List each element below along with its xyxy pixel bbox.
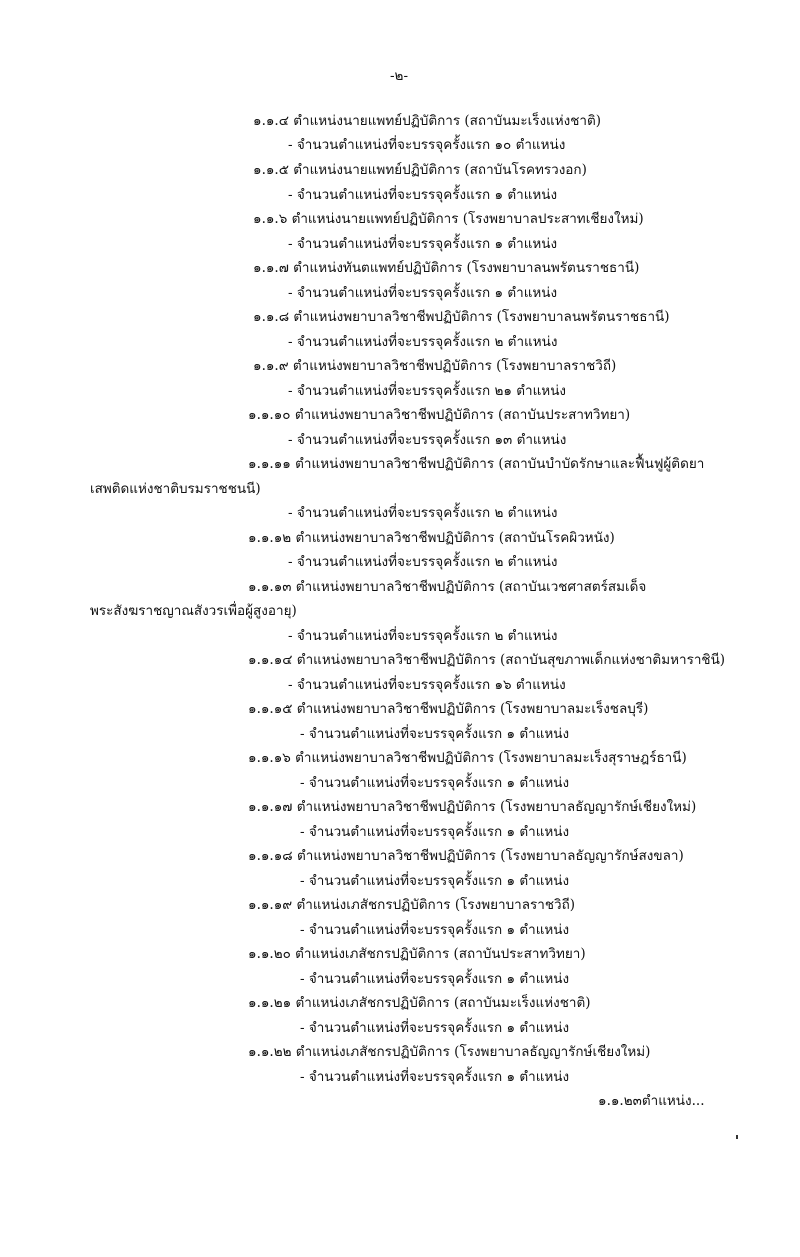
item-heading-continued: เสพติดแห่งชาติบรมราชชนนี)	[90, 481, 261, 497]
item-heading: ๑.๑.๑๗ ตำแหน่งพยาบาลวิชาชีพปฏิบัติการ (โรงพยาบาลธัญญารักษ์เชียงใหม่)	[248, 799, 697, 815]
item-heading: ๑.๑.๖ ตำแหน่งนายแพทย์ปฏิบัติการ (โรงพยาบาลประสาทเชียงใหม่)	[253, 211, 644, 227]
item-count: - จำนวนตำแหน่งที่จะบรรจุครั้งแรก ๑ ตำแหน่ง	[300, 1020, 570, 1036]
item-heading: ๑.๑.๘ ตำแหน่งพยาบาลวิชาชีพปฏิบัติการ (โรงพยาบาลนพรัตนราชธานี)	[253, 309, 670, 325]
item-heading: ๑.๑.๑๓ ตำแหน่งพยาบาลวิชาชีพปฏิบัติการ (สถาบันเวชศาสตร์สมเด็จ	[248, 579, 647, 595]
item-heading: ๑.๑.๗ ตำแหน่งทันตแพทย์ปฏิบัติการ (โรงพยาบาลนพรัตนราชธานี)	[253, 260, 640, 276]
item-heading: ๑.๑.๔ ตำแหน่งนายแพทย์ปฏิบัติการ (สถาบันมะเร็งแห่งชาติ)	[253, 113, 602, 129]
item-heading: ๑.๑.๑๐ ตำแหน่งพยาบาลวิชาชีพปฏิบัติการ (สถาบันประสาทวิทยา)	[248, 407, 631, 423]
item-count: - จำนวนตำแหน่งที่จะบรรจุครั้งแรก ๒ ตำแหน่ง	[288, 554, 558, 570]
item-heading: ๑.๑.๒๒ ตำแหน่งเภสัชกรปฏิบัติการ (โรงพยาบาลธัญญารักษ์เชียงใหม่)	[248, 1044, 651, 1060]
item-count: - จำนวนตำแหน่งที่จะบรรจุครั้งแรก ๑ ตำแหน่ง	[300, 922, 570, 938]
item-heading: ๑.๑.๒๐ ตำแหน่งเภสัชกรปฏิบัติการ (สถาบันประสาทวิทยา)	[248, 946, 586, 962]
item-heading: ๑.๑.๕ ตำแหน่งนายแพทย์ปฏิบัติการ (สถาบันโรคทรวงอก)	[253, 162, 587, 178]
item-count: - จำนวนตำแหน่งที่จะบรรจุครั้งแรก ๑ ตำแหน่ง	[288, 236, 558, 252]
item-count: - จำนวนตำแหน่งที่จะบรรจุครั้งแรก ๑๖ ตำแหน่ง	[288, 677, 566, 693]
scan-speck	[736, 1135, 738, 1139]
item-count: - จำนวนตำแหน่งที่จะบรรจุครั้งแรก ๑ ตำแหน่ง	[300, 824, 570, 840]
item-count: - จำนวนตำแหน่งที่จะบรรจุครั้งแรก ๑ ตำแหน่ง	[300, 873, 570, 889]
item-heading: ๑.๑.๑๙ ตำแหน่งเภสัชกรปฏิบัติการ (โรงพยาบาลราชวิถี)	[248, 897, 576, 913]
item-count: - จำนวนตำแหน่งที่จะบรรจุครั้งแรก ๑ ตำแหน่ง	[300, 971, 570, 987]
item-count: - จำนวนตำแหน่งที่จะบรรจุครั้งแรก ๑ ตำแหน่ง	[288, 285, 558, 301]
item-count: - จำนวนตำแหน่งที่จะบรรจุครั้งแรก ๑ ตำแหน่ง	[288, 187, 558, 203]
item-count: - จำนวนตำแหน่งที่จะบรรจุครั้งแรก ๑๐ ตำแหน่ง	[288, 137, 566, 153]
item-count: - จำนวนตำแหน่งที่จะบรรจุครั้งแรก ๑ ตำแหน่ง	[300, 1069, 570, 1085]
item-heading: ๑.๑.๑๒ ตำแหน่งพยาบาลวิชาชีพปฏิบัติการ (สถาบันโรคผิวหนัง)	[248, 530, 615, 546]
item-count: - จำนวนตำแหน่งที่จะบรรจุครั้งแรก ๒ ตำแหน่ง	[288, 505, 558, 521]
item-heading: ๑.๑.๑๑ ตำแหน่งพยาบาลวิชาชีพปฏิบัติการ (สถาบันบำบัดรักษาและฟื้นฟูผู้ติดยา	[248, 456, 705, 472]
item-heading: ๑.๑.๑๖ ตำแหน่งพยาบาลวิชาชีพปฏิบัติการ (โรงพยาบาลมะเร็งสุราษฎร์ธานี)	[248, 750, 687, 766]
continuation-text: ๑.๑.๒๓ตำแหน่ง...	[598, 1093, 705, 1109]
item-heading: ๑.๑.๑๕ ตำแหน่งพยาบาลวิชาชีพปฏิบัติการ (โรงพยาบาลมะเร็งชลบุรี)	[248, 701, 649, 717]
item-count: - จำนวนตำแหน่งที่จะบรรจุครั้งแรก ๑ ตำแหน่ง	[300, 726, 570, 742]
page-number: -๒-	[390, 68, 409, 84]
item-heading: ๑.๑.๑๔ ตำแหน่งพยาบาลวิชาชีพปฏิบัติการ (สถาบันสุขภาพเด็กแห่งชาติมหาราชินี)	[248, 652, 726, 668]
item-count: - จำนวนตำแหน่งที่จะบรรจุครั้งแรก ๒ ตำแหน่ง	[288, 628, 558, 644]
item-heading: ๑.๑.๒๑ ตำแหน่งเภสัชกรปฏิบัติการ (สถาบันมะเร็งแห่งชาติ)	[248, 995, 591, 1011]
item-heading: ๑.๑.๙ ตำแหน่งพยาบาลวิชาชีพปฏิบัติการ (โรงพยาบาลราชวิถี)	[253, 358, 617, 374]
item-count: - จำนวนตำแหน่งที่จะบรรจุครั้งแรก ๒ ตำแหน่ง	[288, 334, 558, 350]
item-count: - จำนวนตำแหน่งที่จะบรรจุครั้งแรก ๑ ตำแหน่ง	[300, 775, 570, 791]
item-count: - จำนวนตำแหน่งที่จะบรรจุครั้งแรก ๑๓ ตำแหน่ง	[288, 432, 567, 448]
item-count: - จำนวนตำแหน่งที่จะบรรจุครั้งแรก ๒๑ ตำแหน่ง	[288, 383, 567, 399]
item-heading: ๑.๑.๑๘ ตำแหน่งพยาบาลวิชาชีพปฏิบัติการ (โรงพยาบาลธัญญารักษ์สงขลา)	[248, 848, 684, 864]
item-heading-continued: พระสังฆราชญาณสังวรเพื่อผู้สูงอายุ)	[90, 603, 297, 619]
